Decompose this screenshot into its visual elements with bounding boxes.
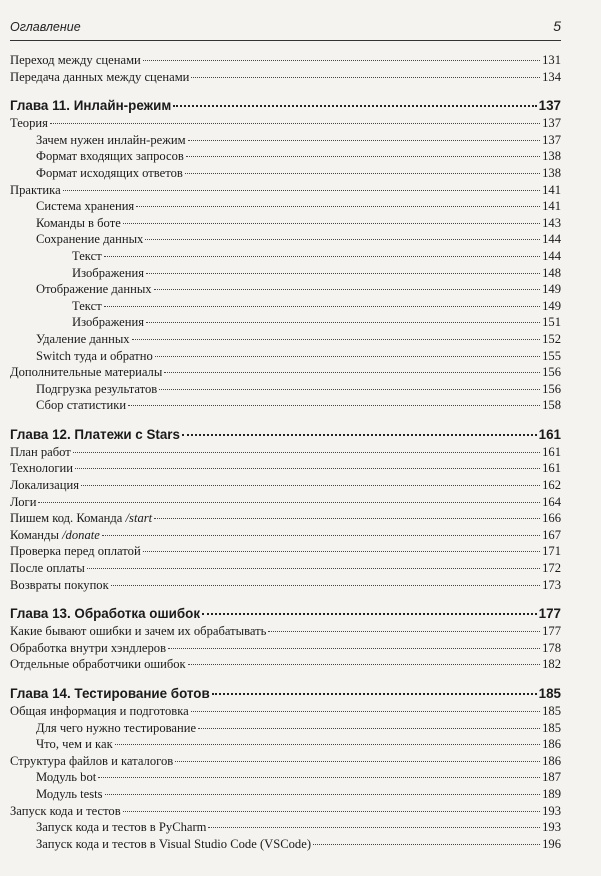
toc-entry[interactable] bbox=[10, 656, 561, 673]
toc-entry[interactable] bbox=[10, 510, 561, 527]
dot-leader bbox=[168, 648, 540, 649]
dot-leader bbox=[123, 811, 540, 812]
running-header bbox=[10, 20, 561, 41]
dot-leader bbox=[188, 664, 540, 665]
toc-chapter-entry[interactable] bbox=[10, 426, 561, 444]
toc-entry-title: Что, чем и как bbox=[36, 737, 113, 752]
header-title: Оглавление bbox=[10, 20, 81, 34]
toc-entry-title: Общая информация и подготовка bbox=[10, 704, 189, 718]
dot-leader bbox=[143, 551, 540, 552]
toc-entry-command: /start bbox=[125, 511, 153, 526]
dot-leader bbox=[146, 322, 540, 323]
toc-entry[interactable] bbox=[10, 198, 561, 215]
dot-leader bbox=[102, 535, 540, 536]
toc-entry[interactable] bbox=[10, 836, 561, 853]
toc-entry-page: 189 bbox=[542, 786, 561, 801]
toc-entry[interactable] bbox=[10, 623, 561, 640]
toc-entry[interactable] bbox=[10, 753, 561, 770]
dot-leader bbox=[75, 468, 540, 469]
dot-leader bbox=[268, 631, 540, 632]
toc-entry-title: Дополнительные материалы bbox=[10, 365, 163, 380]
toc-entry[interactable] bbox=[10, 444, 561, 461]
toc-entry-page: 161 bbox=[538, 426, 561, 442]
toc-entry-title: План работ bbox=[10, 444, 71, 459]
toc-entry-page: 156 bbox=[542, 381, 561, 396]
toc-entry-title: Глава 11. Инлайн-режим bbox=[10, 98, 172, 114]
toc-entry[interactable] bbox=[10, 281, 561, 298]
dot-leader bbox=[143, 60, 540, 61]
toc-entry[interactable] bbox=[10, 298, 561, 315]
toc-entry-title: Какие бывают ошибки и зачем их обрабатывать bbox=[10, 624, 267, 639]
toc-entry-page: 138 bbox=[542, 149, 561, 164]
toc-entry-page: 185 bbox=[542, 720, 561, 735]
dot-leader bbox=[104, 256, 540, 257]
toc-entry-title: Отдельные обработчики ошибок bbox=[10, 657, 186, 672]
toc-entry-page: 131 bbox=[542, 53, 561, 67]
toc-entry-title: Логи bbox=[10, 494, 37, 509]
toc-entry[interactable] bbox=[10, 69, 561, 86]
dot-leader bbox=[188, 140, 540, 141]
toc-entry[interactable] bbox=[10, 527, 561, 544]
toc-entry-title: Сбор статистики bbox=[36, 398, 127, 413]
dot-leader bbox=[185, 173, 540, 174]
toc-entry[interactable] bbox=[10, 477, 561, 494]
toc-entry[interactable] bbox=[10, 248, 561, 265]
toc-entry-page: 137 bbox=[542, 132, 561, 147]
toc-entry-page: 134 bbox=[542, 69, 561, 84]
toc-entry-page: 155 bbox=[542, 348, 561, 363]
toc-entry-page: 186 bbox=[542, 737, 561, 752]
toc-entry-title: Изображения bbox=[72, 315, 144, 330]
toc-entry-command: /donate bbox=[62, 527, 100, 542]
toc-entry-title: Технологии bbox=[10, 461, 74, 476]
dot-leader bbox=[98, 777, 540, 778]
toc-entry-page: 162 bbox=[542, 478, 561, 493]
toc-entry-title: Глава 12. Платежи с Stars bbox=[10, 426, 180, 442]
toc-entry-title: Проверка перед оплатой bbox=[10, 544, 141, 559]
toc-entry-page: 158 bbox=[542, 398, 561, 413]
toc-entry[interactable] bbox=[10, 215, 561, 232]
toc-chapter-entry[interactable] bbox=[10, 97, 561, 115]
toc-entry[interactable] bbox=[10, 640, 561, 657]
dot-leader bbox=[212, 693, 537, 695]
toc-entry[interactable] bbox=[10, 460, 561, 477]
toc-entry-page: 141 bbox=[542, 182, 561, 197]
dot-leader bbox=[146, 273, 540, 274]
toc-entry-title: Теория bbox=[10, 116, 48, 131]
dot-leader bbox=[175, 761, 540, 762]
toc-entry-title: После оплаты bbox=[10, 561, 85, 576]
toc-entry-page: 149 bbox=[542, 298, 561, 313]
toc-entry-page: 161 bbox=[542, 444, 561, 459]
toc-entry-title: Локализация bbox=[10, 478, 80, 493]
dot-leader bbox=[104, 306, 540, 307]
toc-entry-title: Запуск кода и тестов bbox=[10, 803, 121, 818]
dot-leader bbox=[50, 123, 540, 124]
toc-entry-page: 138 bbox=[542, 165, 561, 180]
dot-leader bbox=[73, 452, 540, 453]
dot-leader bbox=[136, 206, 540, 207]
toc-entry[interactable] bbox=[10, 397, 561, 414]
toc-entry[interactable] bbox=[10, 577, 561, 594]
toc-entry-title: Глава 14. Тестирование ботов bbox=[10, 686, 210, 701]
toc-entry-title: Формат исходящих ответов bbox=[36, 165, 183, 180]
dot-leader bbox=[191, 77, 540, 78]
dot-leader bbox=[87, 568, 540, 569]
dot-leader bbox=[173, 105, 536, 107]
toc-entry-page: 177 bbox=[542, 624, 561, 639]
dot-leader bbox=[313, 844, 540, 845]
toc-entry-page: 149 bbox=[542, 282, 561, 297]
dot-leader bbox=[154, 518, 540, 519]
dot-leader bbox=[38, 502, 540, 503]
toc-entry[interactable] bbox=[10, 314, 561, 331]
dot-leader bbox=[191, 711, 540, 712]
toc-entry-page: 144 bbox=[542, 232, 561, 247]
toc-entry[interactable] bbox=[10, 819, 561, 836]
dot-leader bbox=[115, 744, 540, 745]
toc-entry[interactable] bbox=[10, 132, 561, 149]
toc-entry-page: 144 bbox=[542, 248, 561, 263]
dot-leader bbox=[128, 405, 540, 406]
dot-leader bbox=[202, 613, 537, 615]
toc-entry-title: Обработка внутри хэндлеров bbox=[10, 640, 167, 655]
dot-leader bbox=[159, 389, 540, 390]
toc-entry-page: 178 bbox=[542, 640, 561, 655]
dot-leader bbox=[123, 223, 540, 224]
toc-entry-page: 182 bbox=[542, 657, 561, 672]
toc-entry-title: Пишем код. Команда /start bbox=[10, 511, 153, 526]
toc-entry-page: 164 bbox=[542, 494, 561, 509]
toc-entry-title: Практика bbox=[10, 182, 61, 197]
dot-leader bbox=[111, 585, 540, 586]
dot-leader bbox=[198, 728, 540, 729]
toc-entry-page: 151 bbox=[542, 315, 561, 330]
toc-entry-title: Передача данных между сценами bbox=[10, 69, 190, 84]
toc-entry-title: Удаление данных bbox=[36, 331, 130, 346]
toc-entry-title: Формат входящих запросов bbox=[36, 149, 184, 164]
toc-entry[interactable] bbox=[10, 494, 561, 511]
toc-entry-page: 193 bbox=[542, 820, 561, 835]
table-of-contents bbox=[10, 52, 561, 852]
page-number: 5 bbox=[553, 18, 561, 34]
toc-entry-title: Переход между сценами bbox=[10, 53, 141, 67]
dot-leader bbox=[132, 339, 541, 340]
toc-entry-page: 185 bbox=[538, 686, 561, 701]
toc-entry[interactable] bbox=[10, 543, 561, 560]
toc-entry[interactable] bbox=[10, 231, 561, 248]
toc-entry-page: 166 bbox=[542, 511, 561, 526]
toc-entry-title: Зачем нужен инлайн-режим bbox=[36, 132, 186, 147]
toc-entry-title: Изображения bbox=[72, 265, 144, 280]
toc-entry-page: 161 bbox=[542, 461, 561, 476]
toc-entry[interactable] bbox=[10, 381, 561, 398]
toc-entry-page: 196 bbox=[542, 836, 561, 851]
toc-entry-page: 187 bbox=[542, 770, 561, 785]
toc-entry[interactable] bbox=[10, 165, 561, 182]
toc-entry-page: 156 bbox=[542, 365, 561, 380]
toc-entry[interactable] bbox=[10, 720, 561, 737]
toc-entry-page: 193 bbox=[542, 803, 561, 818]
dot-leader bbox=[154, 289, 541, 290]
toc-entry-title: Модуль tests bbox=[36, 786, 103, 801]
toc-entry[interactable] bbox=[10, 182, 561, 199]
toc-entry[interactable] bbox=[10, 331, 561, 348]
toc-entry[interactable] bbox=[10, 786, 561, 803]
toc-entry-title: Структура файлов и каталогов bbox=[10, 753, 174, 768]
dot-leader bbox=[63, 190, 540, 191]
toc-entry-title: Текст bbox=[72, 298, 102, 313]
toc-entry[interactable] bbox=[10, 52, 561, 69]
toc-entry-title: Команды в боте bbox=[36, 215, 121, 230]
toc-entry-title: Для чего нужно тестирование bbox=[36, 720, 197, 735]
toc-entry-page: 171 bbox=[542, 544, 561, 559]
section-spacer bbox=[10, 85, 561, 97]
dot-leader bbox=[164, 372, 540, 373]
toc-entry-title: Запуск кода и тестов в Visual Studio Code (VSCode) bbox=[36, 836, 312, 851]
toc-entry-page: 177 bbox=[538, 606, 561, 622]
toc-entry-page: 167 bbox=[542, 527, 561, 542]
toc-entry[interactable] bbox=[10, 803, 561, 820]
toc-entry[interactable] bbox=[10, 364, 561, 381]
toc-entry-title: Система хранения bbox=[36, 199, 135, 214]
toc-entry[interactable] bbox=[10, 348, 561, 365]
toc-entry[interactable] bbox=[10, 148, 561, 165]
toc-entry-title: Команды /donate bbox=[10, 527, 100, 542]
dot-leader bbox=[186, 156, 540, 157]
toc-entry-title: Глава 13. Обработка ошибок bbox=[10, 606, 201, 622]
toc-entry-page: 173 bbox=[542, 577, 561, 592]
toc-entry[interactable] bbox=[10, 703, 561, 720]
toc-entry[interactable] bbox=[10, 560, 561, 577]
toc-entry-title: Switch туда и обратно bbox=[36, 348, 153, 363]
toc-entry-page: 186 bbox=[542, 753, 561, 768]
toc-entry-page: 141 bbox=[542, 199, 561, 214]
toc-entry-title: Отображение данных bbox=[36, 282, 152, 297]
dot-leader bbox=[81, 485, 540, 486]
dot-leader bbox=[105, 794, 541, 795]
toc-entry-title: Возвраты покупок bbox=[10, 577, 109, 592]
toc-entry-title: Подгрузка результатов bbox=[36, 381, 158, 396]
toc-entry-title: Модуль bot bbox=[36, 770, 97, 785]
section-spacer bbox=[10, 414, 561, 426]
toc-chapter-entry[interactable] bbox=[10, 605, 561, 623]
toc-entry-title: Сохранение данных bbox=[36, 232, 144, 247]
dot-leader bbox=[155, 356, 540, 357]
toc-chapter-entry[interactable] bbox=[10, 685, 561, 703]
toc-entry[interactable] bbox=[10, 769, 561, 786]
dot-leader bbox=[145, 239, 540, 240]
toc-entry-page: 137 bbox=[538, 98, 561, 114]
toc-entry[interactable] bbox=[10, 736, 561, 753]
toc-entry-title: Текст bbox=[72, 248, 102, 263]
toc-entry[interactable] bbox=[10, 115, 561, 132]
section-spacer bbox=[10, 593, 561, 605]
toc-entry-page: 172 bbox=[542, 561, 561, 576]
section-spacer bbox=[10, 673, 561, 685]
toc-entry-page: 143 bbox=[542, 215, 561, 230]
toc-entry-title: Запуск кода и тестов в PyCharm bbox=[36, 820, 207, 835]
dot-leader bbox=[208, 827, 540, 828]
dot-leader bbox=[182, 434, 537, 436]
toc-entry[interactable] bbox=[10, 265, 561, 282]
toc-entry-page: 185 bbox=[542, 704, 561, 718]
toc-entry-page: 148 bbox=[542, 265, 561, 280]
toc-entry-page: 152 bbox=[542, 331, 561, 346]
toc-entry-page: 137 bbox=[542, 116, 561, 131]
